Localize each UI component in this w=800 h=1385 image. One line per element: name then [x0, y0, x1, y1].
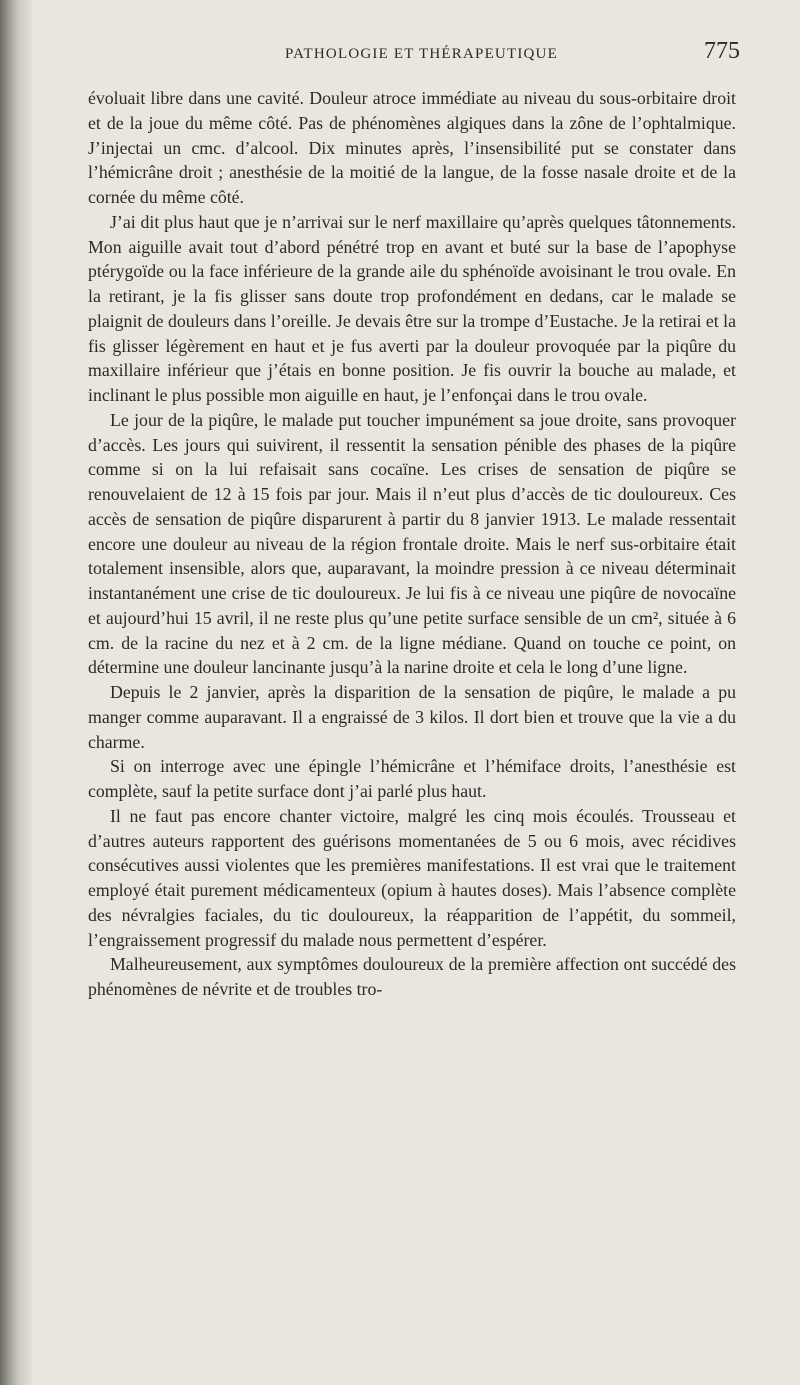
paragraph-3-end: ², située à 6 cm. de la racine du nez et à 2 cm. de la ligne médiane. Quand on touche ce point, on détermine une douleur lancinante jusqu’à la narine droite et cela le long d’une ligne. — [88, 607, 737, 678]
paragraph-3 — [88, 408, 736, 680]
paragraph-4: Depuis le 2 janvier, après la disparition de la sensation de piqûre, le malade a pu manger comme auparavant. Il a engraissé de 3 kilos. Il dort bien et trouve que la vie a du charme. — [88, 682, 736, 752]
paragraph-2: J’ai dit plus haut que je n’arrivai sur le nerf maxillaire qu’après quelques tâtonnements. Mon aiguille avait tout d’abord pénétré trop en avant et buté sur la base de l’apophyse ptérygoïde ou la face inférieure de la grande aile du sphénoïde avoisinant le trou ovale. En la retirant, je la fis glisser sans doute trop profondément en dedans, car le malade se plaignit de douleurs dans l’oreille. Je devais être sur la trompe d’Eustache. Je la retirai et la fis glisser légèrement en haut et je fus averti par la douleur provoquée par la piqûre du maxillaire inférieur que j’étais en bonne position. Je fis ouvrir la bouche au malade, et inclinant le plus possible mon aiguille en haut, je l’enfonçai dans le trou ovale. — [88, 211, 736, 405]
binding-shadow — [0, 0, 34, 1385]
paragraph-7: Malheureusement, aux symptômes douloureux de la première affection ont succédé des phénomènes de névrite et de troubles tro- — [88, 954, 736, 999]
paragraph-3-text: Le jour de la piqûre, le malade put toucher impunément sa joue droite, sans provoquer d’accès. Les jours qui suivirent, il ressentit la sensation pénible des phases de la piqûre comme si on la lui refaisait sans cocaïne. Les crises de sensation de piqûre se renouvelaient de 12 à 15 fois par jour. Mais il n’eut plus d’accès de tic douloureux. Ces accès de sensation de piqûre disparurent à partir du 8 janvier 1913. Le malade ressentait encore une douleur au niveau de la région frontale droite. Mais le nerf sus-orbitaire était totalement insensible, alors que, auparavant, la moindre pression à ce niveau déterminait instantanément une crise de tic douloureux. Je lui fis à ce niveau une piqûre de novocaïne et aujourd’hui 15 avril, il ne reste plus qu’une petite surface sensible de un cm — [88, 409, 736, 628]
running-head: PATHOLOGIE ET THÉRAPEUTIQUE — [285, 46, 558, 62]
body-text — [88, 86, 736, 1002]
paragraph-6: Il ne faut pas encore chanter victoire, malgré les cinq mois écoulés. Trousseau et d’autres auteurs rapportent des guérisons momentanées de 5 ou 6 mois, avec récidives consécutives aussi violentes que les premières manifestations. Il est vrai que le traitement employé était purement médicamenteux (opium à hautes doses). Mais l’absence complète des névralgies faciales, du tic douloureux, la réapparition de l’appétit, du sommeil, l’engraissement progressif du malade nous permettent d’espérer. — [88, 805, 736, 950]
paragraph-1: évoluait libre dans une cavité. Douleur atroce immédiate au niveau du sous-orbitaire droit et de la joue du même côté. Pas de phénomènes algiques dans la zône de l’ophtalmique. J’injectai un cmc. d’alcool. Dix minutes après, l’insensibilité put se constater dans l’hémicrâne droit ; anesthésie de la moitié de la langue, de la fosse nasale droite et de la cornée du même côté. — [88, 88, 736, 207]
page-header — [100, 38, 740, 72]
paragraph-5: Si on interroge avec une épingle l’hémicrâne et l’hémiface droits, l’anesthésie est complète, sauf la petite surface dont j’ai parlé plus haut. — [88, 756, 736, 801]
page-number: 775 — [704, 38, 740, 64]
